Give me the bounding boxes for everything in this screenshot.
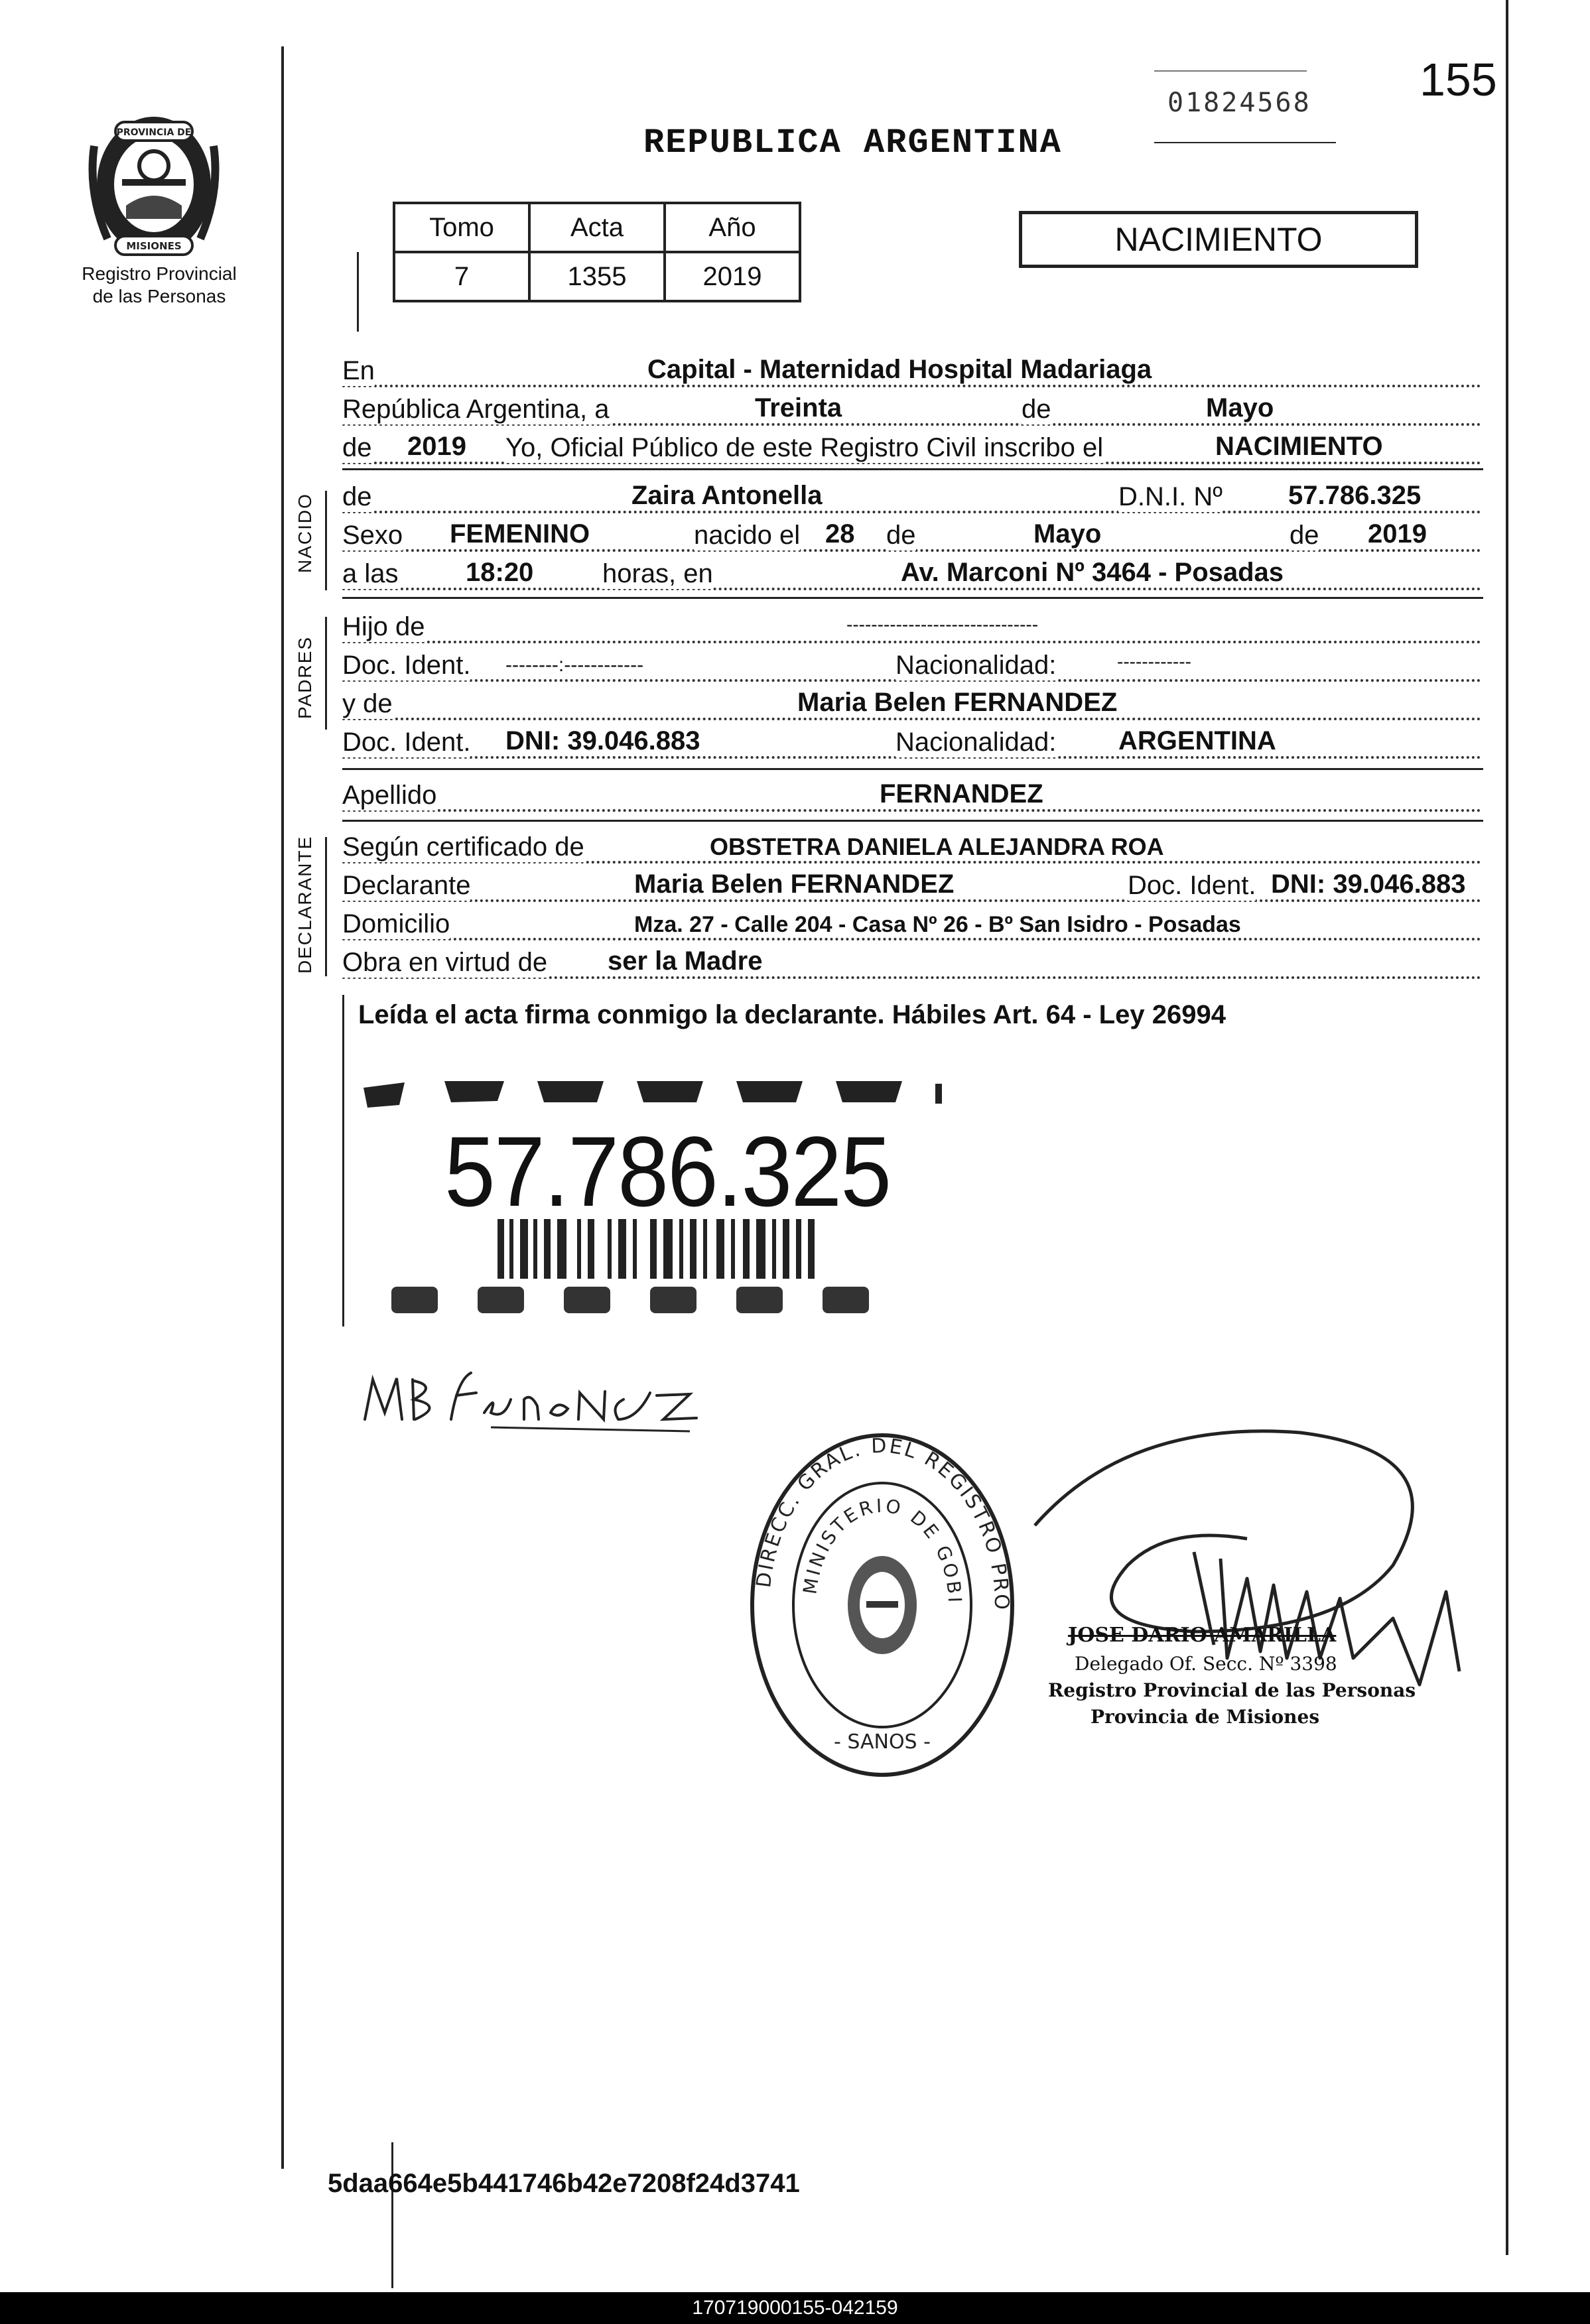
birth-day: 28 bbox=[825, 519, 855, 549]
official-title: Delegado Of. Secc. Nº 3398 bbox=[1075, 1653, 1337, 1675]
hash-margin-line bbox=[391, 2142, 393, 2288]
nacido-de3-label: de bbox=[1290, 521, 1319, 550]
serial-number: 01824568 bbox=[1167, 88, 1311, 118]
nacionalidad-value-padre: ------------ bbox=[1117, 651, 1191, 672]
declarante-doc-label: Doc. Ident. bbox=[1128, 871, 1256, 900]
declarante-dni: DNI: 39.046.883 bbox=[1271, 870, 1466, 899]
domicilio-label: Domicilio bbox=[342, 909, 450, 938]
birth-time: 18:20 bbox=[466, 558, 534, 587]
table-header-anio: Año bbox=[665, 203, 800, 252]
mother-name: Maria Belen FERNANDEZ bbox=[797, 688, 1118, 717]
domicilio-value: Mza. 27 - Calle 204 - Casa Nº 26 - Bº San Isidro - Posadas bbox=[634, 912, 1241, 937]
divider-4 bbox=[342, 820, 1483, 822]
seal-outer-text: DIRECC. GRAL. DEL REGISTRO PRO bbox=[752, 1434, 1014, 1612]
inscribo-value: NACIMIENTO bbox=[1215, 432, 1383, 461]
left-frame-line bbox=[281, 46, 284, 2169]
form-row-sexo bbox=[342, 517, 1481, 554]
hijo-value: ------------------------------- bbox=[846, 614, 1039, 635]
form-row-certificado bbox=[342, 829, 1481, 866]
inner-margin-line-lower bbox=[342, 995, 344, 1326]
yo-label: Yo, Oficial Público de este Registro Civil inscribo el bbox=[505, 433, 1104, 462]
emblem-top-text: PROVINCIA DE bbox=[116, 127, 192, 138]
declarante-label: Declarante bbox=[342, 871, 471, 900]
declarante-value: Maria Belen FERNANDEZ bbox=[634, 870, 955, 899]
apellido-value: FERNANDEZ bbox=[880, 779, 1043, 808]
apellido-label: Apellido bbox=[342, 781, 437, 810]
section-label-padres: PADRES bbox=[295, 635, 315, 719]
en-label: En bbox=[342, 356, 375, 385]
birth-place: Av. Marconi Nº 3464 - Posadas bbox=[901, 558, 1284, 587]
divider-2 bbox=[342, 597, 1483, 599]
table-value-acta: 1355 bbox=[529, 252, 665, 301]
de2-label: de bbox=[342, 433, 372, 462]
page-number: 155 bbox=[1420, 54, 1497, 105]
declarant-handwritten-signature bbox=[358, 1353, 703, 1439]
horas-label: horas, en bbox=[602, 559, 713, 588]
official-province: Provincia de Misiones bbox=[1091, 1706, 1320, 1728]
certificado-value: OBSTETRA DANIELA ALEJANDRA ROA bbox=[710, 833, 1164, 860]
form-row-hora bbox=[342, 556, 1481, 593]
inner-margin-line bbox=[357, 252, 359, 332]
country-title: REPUBLICA ARGENTINA bbox=[643, 123, 1062, 162]
divider-1 bbox=[342, 468, 1483, 470]
registry-label-line2: de las Personas bbox=[92, 286, 226, 306]
section-label-nacido: NACIDO bbox=[295, 493, 315, 573]
birth-month: Mayo bbox=[1033, 519, 1102, 549]
mother-dni: DNI: 39.046.883 bbox=[505, 726, 700, 755]
nacionalidad-label-padre: Nacionalidad: bbox=[895, 651, 1057, 680]
day-value: Treinta bbox=[755, 393, 842, 422]
form-row-doc-padre bbox=[342, 647, 1481, 684]
de-label: de bbox=[1022, 395, 1051, 424]
form-row-apellido bbox=[342, 777, 1481, 814]
nacido-el-label: nacido el bbox=[694, 521, 801, 550]
section-divider-padres bbox=[325, 617, 327, 730]
form-row-nacido-name bbox=[342, 479, 1481, 516]
doc-value-padre: --------:------------ bbox=[505, 654, 644, 676]
svg-text:- SANOS -: - SANOS - bbox=[834, 1730, 931, 1754]
mother-nationality: ARGENTINA bbox=[1118, 726, 1276, 755]
obra-value: ser la Madre bbox=[608, 946, 763, 976]
child-name: Zaira Antonella bbox=[631, 481, 823, 510]
republica-label: República Argentina, a bbox=[342, 395, 610, 424]
form-row-madre bbox=[342, 686, 1481, 723]
dni-sticker-number: 57.786.325 bbox=[444, 1116, 891, 1227]
table-value-anio: 2019 bbox=[665, 252, 800, 301]
form-row-doc-madre bbox=[342, 724, 1481, 761]
nacido-de2-label: de bbox=[886, 521, 916, 550]
place-value: Capital - Maternidad Hospital Madariaga bbox=[647, 355, 1152, 384]
official-name: JOSE DARIO AMARILLA bbox=[1068, 1624, 1337, 1647]
document-hash: 5daa664e5b441746b42e7208f24d3741 bbox=[328, 2169, 800, 2198]
doc-label-padre: Doc. Ident. bbox=[342, 651, 471, 680]
alas-label: a las bbox=[342, 559, 399, 588]
sexo-label: Sexo bbox=[342, 521, 403, 550]
misiones-emblem-logo bbox=[74, 106, 233, 265]
seal-inner-text: MINISTERIO DE GOBI bbox=[799, 1494, 966, 1606]
table-header-acta: Acta bbox=[529, 203, 665, 252]
form-row-inscribo bbox=[342, 430, 1481, 467]
official-seal bbox=[743, 1426, 1022, 1784]
closing-statement: Leída el acta firma conmigo la declarante. Hábiles Art. 64 - Ley 26994 bbox=[358, 1000, 1226, 1029]
form-row-obra bbox=[342, 944, 1481, 982]
footer-id-bar: 170719000155-042159 bbox=[0, 2292, 1590, 2324]
form-row-republica bbox=[342, 391, 1481, 428]
certificado-label: Según certificado de bbox=[342, 832, 584, 862]
serial-overline bbox=[1154, 70, 1307, 72]
nacido-de-label: de bbox=[342, 482, 372, 511]
section-divider-nacido bbox=[325, 491, 327, 590]
official-organization: Registro Provincial de las Personas bbox=[1048, 1679, 1416, 1701]
right-frame-line bbox=[1506, 0, 1508, 2255]
tomo-acta-anio-table bbox=[393, 202, 801, 302]
record-type-box: NACIMIENTO bbox=[1019, 211, 1418, 268]
section-divider-declarante bbox=[325, 837, 327, 976]
table-header-tomo: Tomo bbox=[394, 203, 529, 252]
form-row-hijo bbox=[342, 609, 1481, 646]
section-label-declarante: DECLARANTE bbox=[295, 835, 315, 974]
obra-label: Obra en virtud de bbox=[342, 948, 548, 977]
birth-year: 2019 bbox=[1368, 519, 1427, 549]
form-row-declarante bbox=[342, 868, 1481, 905]
month-value: Mayo bbox=[1206, 393, 1274, 422]
year-value: 2019 bbox=[407, 432, 466, 461]
hijo-label: Hijo de bbox=[342, 612, 425, 641]
emblem-bottom-text: MISIONES bbox=[126, 240, 182, 252]
serial-underline bbox=[1154, 142, 1336, 143]
table-value-tomo: 7 bbox=[394, 252, 529, 301]
sexo-value: FEMENINO bbox=[450, 519, 590, 549]
child-dni: 57.786.325 bbox=[1288, 481, 1422, 510]
form-row-domicilio bbox=[342, 906, 1481, 943]
doc-label-madre: Doc. Ident. bbox=[342, 728, 471, 757]
dni-label: D.N.I. Nº bbox=[1118, 482, 1223, 511]
y-de-label: y de bbox=[342, 689, 393, 718]
divider-3 bbox=[342, 768, 1483, 770]
form-row-en bbox=[342, 353, 1481, 390]
registry-label-line1: Registro Provincial bbox=[82, 263, 237, 284]
nacionalidad-label-madre: Nacionalidad: bbox=[895, 728, 1057, 757]
